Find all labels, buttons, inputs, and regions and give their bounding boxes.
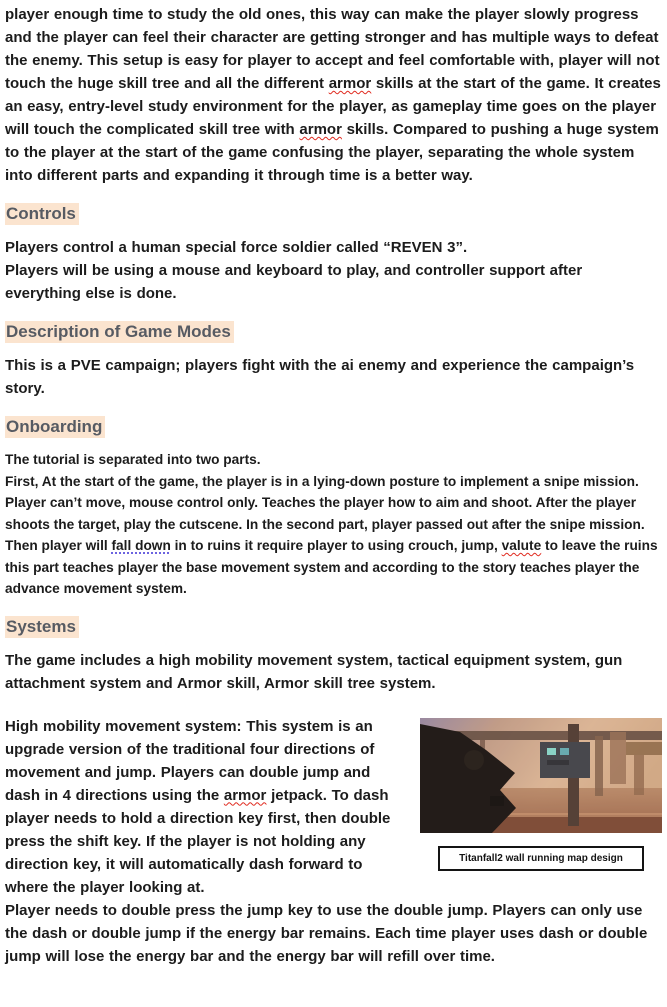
spell-marked-text: armor bbox=[223, 786, 267, 804]
paragraph-onboarding-1 bbox=[5, 449, 662, 471]
paragraph-controls-1 bbox=[5, 236, 662, 259]
text-run: This is a PVE campaign; players fight with the ai enemy and experience the campaign’s story. bbox=[5, 357, 635, 397]
text-run: First, At the start of the game, the player is in a lying-down posture to implement a snipe mission. Player can’t move, mouse control only. Teaches the player how to aim and shoot. After the player shoots the target, play the cutscene. In the second part, player passed out after the snipe mission. Then player will bbox=[5, 473, 645, 553]
spell-marked-text: armor bbox=[299, 121, 342, 138]
paragraph-game-modes bbox=[5, 354, 662, 400]
heading-controls bbox=[5, 202, 662, 226]
text-run: Players control a human special force soldier called “REVEN 3”. bbox=[5, 239, 468, 256]
text-run: to leave the ruins this part teaches player the base movement system and according to the story teaches player the advance movement system. bbox=[5, 538, 658, 596]
titanfall2-screenshot-image bbox=[420, 718, 662, 833]
heading-onboarding-highlight: Onboarding bbox=[5, 416, 105, 438]
figure-caption: Titanfall2 wall running map design bbox=[438, 846, 644, 871]
text-run: The tutorial is separated into two parts. bbox=[5, 452, 261, 467]
heading-game-modes bbox=[5, 320, 662, 344]
heading-systems-highlight: Systems bbox=[5, 616, 79, 638]
text-run: jetpack. To dash player needs to hold a direction key first, then double press the shift key. If the player is not holding any direction key, it will automatically dash forward to where the player looking at. bbox=[5, 786, 391, 896]
heading-game-modes-highlight: Description of Game Modes bbox=[5, 321, 234, 343]
figure-titanfall2 bbox=[420, 718, 662, 871]
paragraph-systems-overview bbox=[5, 649, 662, 695]
text-run: skills. Compared to pushing a huge system to the player at the start of the game confusing the player, separating the whole system into different parts and expanding it through time is a better way. bbox=[5, 121, 659, 184]
paragraph-intro bbox=[5, 3, 662, 187]
text-run: The game includes a high mobility movement system, tactical equipment system, gun attachment system and Armor skill, Armor skill tree system. bbox=[5, 651, 623, 692]
paragraph-controls-2 bbox=[5, 259, 662, 305]
text-run: High mobility movement system: This system is an upgrade version of the traditional four directions of movement and jump. Players can double jump and dash in 4 directions using the bbox=[5, 717, 375, 804]
spell-marked-text: armor bbox=[328, 75, 372, 92]
heading-systems bbox=[5, 615, 662, 639]
text-run: in to ruins it require player to using crouch, jump, bbox=[170, 538, 502, 553]
text-run: Players will be using a mouse and keyboard to play, and controller support after everything else is done. bbox=[5, 262, 583, 302]
paragraph-double-jump bbox=[5, 899, 662, 968]
text-run: Player needs to double press the jump key to use the double jump. Players can only use the dash or double jump if the energy bar remains. Each time player uses dash or double jump will lose the energy bar and the energy bar will refill over time. bbox=[5, 901, 648, 965]
text-run: player enough time to study the old ones, this way can make the player slowly progress and the player can feel their character are getting stronger and has multiple ways to defeat the enemy. This setup is easy for player to accept and feel comfortable with, player will not touch the huge skill tree and all the different bbox=[5, 6, 660, 92]
text-run: skills at the start of the game. It creates an easy, entry-level study environment for the player, as gameplay time goes on the player will touch the complicated skill tree with bbox=[5, 75, 661, 138]
grammar-marked-text: fall down bbox=[111, 538, 171, 553]
paragraph-onboarding-2 bbox=[5, 471, 662, 600]
heading-controls-highlight: Controls bbox=[5, 203, 79, 225]
heading-onboarding bbox=[5, 415, 662, 439]
systems-detail-block bbox=[5, 715, 662, 968]
spell-marked-text: valute bbox=[501, 538, 542, 553]
